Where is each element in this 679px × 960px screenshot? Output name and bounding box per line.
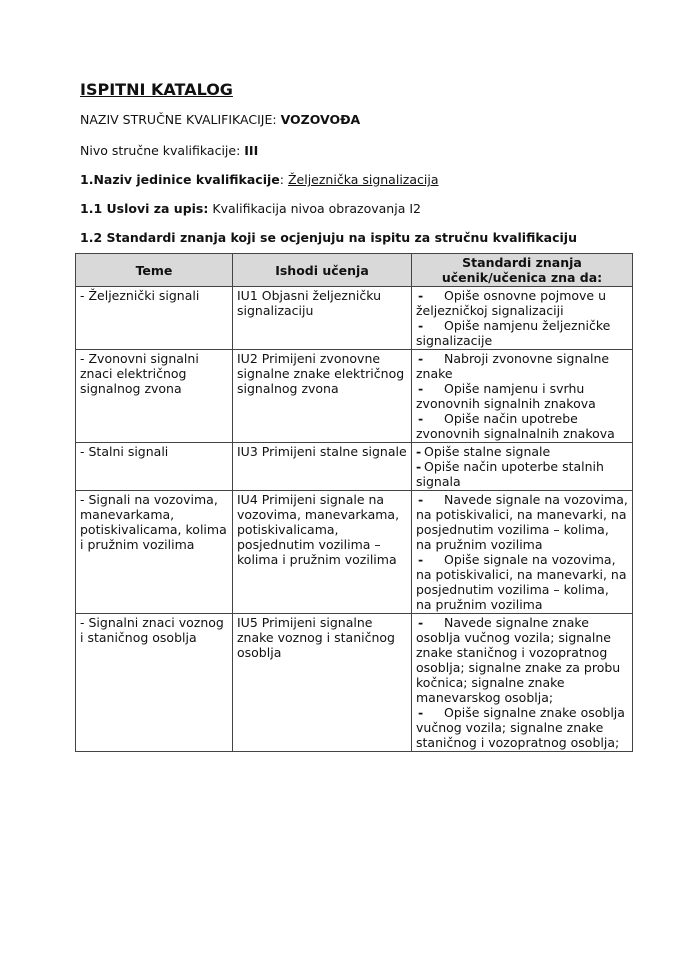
standard-text: Opiše način upotrebe zvonovnih signalnalnih znakova [416, 411, 615, 441]
qualification-label: NAZIV STRUČNE KVALIFIKACIJE: [80, 112, 277, 127]
standards-cell [412, 287, 633, 350]
topic-cell: - Signali na vozovima, manevarkama, potiskivalicama, kolima i pružnim vozilima [76, 491, 233, 614]
standard-item [416, 459, 628, 489]
standard-text: Opiše način upoterbe stalnih signala [416, 459, 604, 489]
standard-text: Nabroji zvonovne signalne znake [416, 351, 610, 381]
document-title: ISPITNI KATALOG [80, 80, 233, 99]
standard-text: Opiše signale na vozovima, na potiskivalici, na manevarki, na posjednutim vozilima – kolima, na pružnim vozilima [416, 552, 627, 612]
dash-bullet: - [418, 615, 424, 630]
dash-bullet: - [418, 411, 424, 426]
standards-cell [412, 491, 633, 614]
level-label: Nivo stručne kvalifikacije: [80, 143, 241, 158]
standard-item [416, 552, 628, 612]
table-row [76, 287, 633, 350]
level-line [80, 143, 258, 158]
standard-item [416, 288, 628, 318]
standard-text: Opiše signalne znake osoblja vučnog vozila; signalne znake staničnog i vozopratnog osoblja; [416, 705, 625, 750]
outcome-cell: IU5 Primijeni signalne znake voznog i staničnog osoblja [233, 614, 412, 752]
standards-heading: 1.2 Standardi znanja koji se ocjenjuju na ispitu za stručnu kvalifikaciju [80, 230, 577, 245]
standard-item [416, 444, 628, 459]
conditions-value: Kvalifikacija nivoa obrazovanja I2 [212, 201, 421, 216]
header-standardi: Standardi znanja učenik/učenica zna da: [412, 254, 633, 287]
qualification-line [80, 112, 360, 127]
standards-table [75, 253, 633, 752]
standard-item [416, 351, 628, 381]
standards-cell [412, 443, 633, 491]
table-header-row [76, 254, 633, 287]
standards-cell [412, 614, 633, 752]
conditions-label: 1.1 Uslovi za upis: [80, 201, 209, 216]
dash-bullet: - [418, 552, 424, 567]
dash-bullet: - [418, 705, 424, 720]
topic-cell: - Signalni znaci voznog i staničnog osoblja [76, 614, 233, 752]
standard-item [416, 615, 628, 705]
unit-line [80, 172, 439, 187]
standard-text: Opiše namjenu željezničke signalizacije [416, 318, 611, 348]
standard-item [416, 492, 628, 552]
standards-cell [412, 350, 633, 443]
standard-text: Navede signale na vozovima, na potiskivalici, na manevarki, na posjednutim vozilima – kolima, na pružnim vozilima [416, 492, 628, 552]
dash-bullet: - [418, 381, 424, 396]
outcome-cell: IU3 Primijeni stalne signale [233, 443, 412, 491]
conditions-line [80, 201, 421, 216]
standard-text: Opiše osnovne pojmove u željezničkoj signalizaciji [416, 288, 606, 318]
header-ishodi: Ishodi učenja [233, 254, 412, 287]
table-row [76, 614, 633, 752]
dash-bullet: - [418, 351, 424, 366]
qualification-value: VOZOVOĐA [280, 112, 361, 127]
dash-bullet: - [416, 444, 422, 459]
dash-bullet: - [418, 492, 424, 507]
standard-text: Opiše stalne signale [424, 444, 551, 459]
standard-item [416, 411, 628, 441]
topic-cell: - Zvonovni signalni znaci električnog signalnog zvona [76, 350, 233, 443]
unit-label: 1.Naziv jedinice kvalifikacije [80, 172, 280, 187]
dash-bullet: - [418, 288, 424, 303]
topic-cell: - Stalni signali [76, 443, 233, 491]
outcome-cell: IU2 Primijeni zvonovne signalne znake električnog signalnog zvona [233, 350, 412, 443]
outcome-cell: IU4 Primijeni signale na vozovima, manevarkama, potiskivalicama, posjednutim vozilima – kolima i pružnim vozilima [233, 491, 412, 614]
standard-item [416, 381, 628, 411]
standard-text: Navede signalne znake osoblja vučnog vozila; signalne znake staničnog i vozopratnog osoblja; signalne znake za probu kočnica; signalne znake manevarskog osoblja; [416, 615, 621, 705]
table-row [76, 491, 633, 614]
level-value: III [244, 143, 259, 158]
outcome-cell: IU1 Objasni željezničku signalizaciju [233, 287, 412, 350]
dash-bullet: - [418, 318, 424, 333]
table-body [76, 287, 633, 752]
standard-item [416, 318, 628, 348]
standard-text: Opiše namjenu i svrhu zvonovnih signalnih znakova [416, 381, 596, 411]
unit-colon: : [279, 172, 284, 187]
topic-cell: - Željeznički signali [76, 287, 233, 350]
unit-value: Željeznička signalizacija [287, 172, 439, 187]
header-teme: Teme [76, 254, 233, 287]
table-row [76, 350, 633, 443]
standard-item [416, 705, 628, 750]
dash-bullet: - [416, 459, 422, 474]
table-row [76, 443, 633, 491]
